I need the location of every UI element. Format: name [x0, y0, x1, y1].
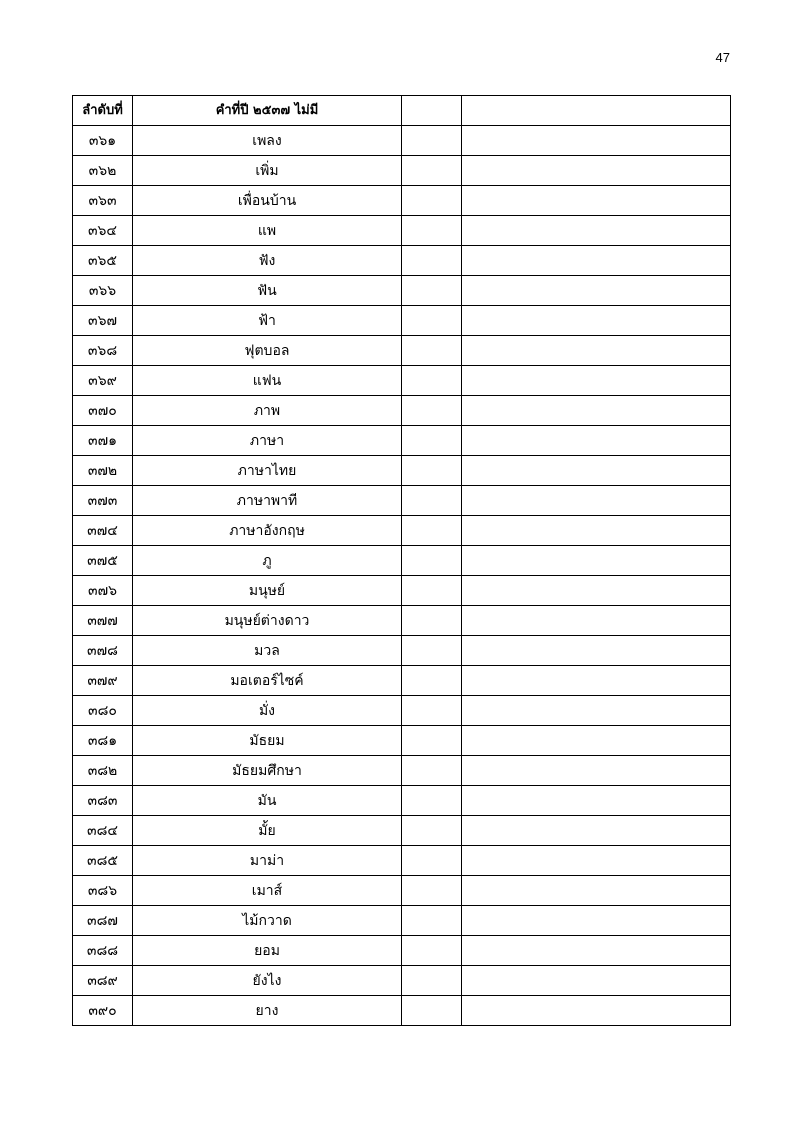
- header-index: ลำดับที่: [73, 96, 133, 126]
- table-row: [73, 666, 731, 696]
- row-word: ไม้กวาด: [133, 906, 402, 936]
- row-blank-1: [402, 216, 462, 246]
- table-row: [73, 936, 731, 966]
- row-blank-2: [462, 336, 731, 366]
- row-index: ๓๖๕: [73, 246, 133, 276]
- row-word: เพื่อนบ้าน: [133, 186, 402, 216]
- table-row: [73, 186, 731, 216]
- row-blank-2: [462, 636, 731, 666]
- row-blank-2: [462, 276, 731, 306]
- table-row: [73, 546, 731, 576]
- table-row: [73, 426, 731, 456]
- row-word: ฟัน: [133, 276, 402, 306]
- row-index: ๓๘๓: [73, 786, 133, 816]
- row-word: ยาง: [133, 996, 402, 1026]
- row-blank-1: [402, 786, 462, 816]
- row-index: ๓๘๐: [73, 696, 133, 726]
- table-row: [73, 696, 731, 726]
- row-index: ๓๗๔: [73, 516, 133, 546]
- header-word: คำที่ปี ๒๕๓๗ ไม่มี: [133, 96, 402, 126]
- table-row: [73, 756, 731, 786]
- row-word: มัน: [133, 786, 402, 816]
- row-word: เพลง: [133, 126, 402, 156]
- row-blank-2: [462, 906, 731, 936]
- row-word: เมาส์: [133, 876, 402, 906]
- row-blank-1: [402, 396, 462, 426]
- row-blank-1: [402, 576, 462, 606]
- row-index: ๓๘๔: [73, 816, 133, 846]
- row-word: มอเตอร์ไซค์: [133, 666, 402, 696]
- row-blank-1: [402, 876, 462, 906]
- row-blank-1: [402, 156, 462, 186]
- row-blank-2: [462, 726, 731, 756]
- row-blank-2: [462, 426, 731, 456]
- row-blank-1: [402, 966, 462, 996]
- row-index: ๓๘๘: [73, 936, 133, 966]
- row-blank-1: [402, 996, 462, 1026]
- row-index: ๓๖๑: [73, 126, 133, 156]
- row-index: ๓๘๑: [73, 726, 133, 756]
- table-row: [73, 996, 731, 1026]
- row-blank-1: [402, 276, 462, 306]
- row-word: ภาพ: [133, 396, 402, 426]
- table-row: [73, 336, 731, 366]
- row-word: แฟน: [133, 366, 402, 396]
- row-blank-1: [402, 696, 462, 726]
- row-word: มั้ย: [133, 816, 402, 846]
- row-index: ๓๗๓: [73, 486, 133, 516]
- row-blank-2: [462, 876, 731, 906]
- table-row: [73, 306, 731, 336]
- row-word: มาม่า: [133, 846, 402, 876]
- row-blank-2: [462, 246, 731, 276]
- row-index: ๓๖๘: [73, 336, 133, 366]
- row-blank-1: [402, 546, 462, 576]
- row-blank-1: [402, 906, 462, 936]
- row-blank-1: [402, 936, 462, 966]
- table-row: [73, 846, 731, 876]
- row-word: มัธยม: [133, 726, 402, 756]
- table-header-row: [73, 96, 731, 126]
- row-word: ฟ้า: [133, 306, 402, 336]
- row-word: มัธยมศึกษา: [133, 756, 402, 786]
- table-row: [73, 486, 731, 516]
- header-blank-2: [462, 96, 731, 126]
- row-word: ภาษาไทย: [133, 456, 402, 486]
- row-blank-2: [462, 126, 731, 156]
- row-index: ๓๘๕: [73, 846, 133, 876]
- row-index: ๓๗๕: [73, 546, 133, 576]
- row-word: มนุษย์ต่างดาว: [133, 606, 402, 636]
- header-blank-1: [402, 96, 462, 126]
- table-row: [73, 966, 731, 996]
- table-row: [73, 156, 731, 186]
- row-word: ยังไง: [133, 966, 402, 996]
- row-word: ฟัง: [133, 246, 402, 276]
- row-blank-2: [462, 996, 731, 1026]
- table-row: [73, 276, 731, 306]
- row-word: ภาษา: [133, 426, 402, 456]
- row-blank-2: [462, 456, 731, 486]
- row-blank-1: [402, 606, 462, 636]
- row-word: มวล: [133, 636, 402, 666]
- table-row: [73, 396, 731, 426]
- table-body: [73, 126, 731, 1026]
- row-index: ๓๖๗: [73, 306, 133, 336]
- table-row: [73, 126, 731, 156]
- table-row: [73, 246, 731, 276]
- row-blank-1: [402, 816, 462, 846]
- row-word: ภาษาพาที: [133, 486, 402, 516]
- row-index: ๓๖๒: [73, 156, 133, 186]
- row-blank-2: [462, 846, 731, 876]
- row-blank-1: [402, 306, 462, 336]
- row-blank-2: [462, 696, 731, 726]
- row-blank-1: [402, 756, 462, 786]
- row-index: ๓๙๐: [73, 996, 133, 1026]
- row-blank-1: [402, 516, 462, 546]
- row-index: ๓๘๙: [73, 966, 133, 996]
- row-index: ๓๘๖: [73, 876, 133, 906]
- row-word: ยอม: [133, 936, 402, 966]
- row-index: ๓๗๒: [73, 456, 133, 486]
- row-blank-2: [462, 666, 731, 696]
- table-row: [73, 516, 731, 546]
- word-table: [72, 95, 731, 1026]
- row-index: ๓๗๐: [73, 396, 133, 426]
- row-blank-1: [402, 666, 462, 696]
- row-index: ๓๘๗: [73, 906, 133, 936]
- row-blank-2: [462, 186, 731, 216]
- row-index: ๓๖๖: [73, 276, 133, 306]
- row-blank-2: [462, 366, 731, 396]
- table-row: [73, 456, 731, 486]
- row-blank-1: [402, 456, 462, 486]
- row-blank-2: [462, 216, 731, 246]
- row-blank-1: [402, 636, 462, 666]
- row-blank-2: [462, 756, 731, 786]
- table-row: [73, 816, 731, 846]
- row-index: ๓๖๓: [73, 186, 133, 216]
- row-blank-1: [402, 126, 462, 156]
- row-word: ภู: [133, 546, 402, 576]
- row-blank-2: [462, 396, 731, 426]
- row-blank-2: [462, 516, 731, 546]
- row-index: ๓๗๖: [73, 576, 133, 606]
- table-row: [73, 876, 731, 906]
- row-word: ภาษาอังกฤษ: [133, 516, 402, 546]
- row-blank-1: [402, 846, 462, 876]
- row-blank-2: [462, 486, 731, 516]
- table-row: [73, 786, 731, 816]
- table-row: [73, 726, 731, 756]
- row-word: เพิ่ม: [133, 156, 402, 186]
- row-blank-1: [402, 426, 462, 456]
- row-index: ๓๗๙: [73, 666, 133, 696]
- row-blank-1: [402, 336, 462, 366]
- row-blank-1: [402, 486, 462, 516]
- row-index: ๓๗๘: [73, 636, 133, 666]
- row-blank-2: [462, 156, 731, 186]
- table-row: [73, 636, 731, 666]
- row-word: มนุษย์: [133, 576, 402, 606]
- table-row: [73, 216, 731, 246]
- row-index: ๓๘๒: [73, 756, 133, 786]
- table-row: [73, 906, 731, 936]
- row-blank-2: [462, 546, 731, 576]
- row-blank-2: [462, 816, 731, 846]
- table-row: [73, 606, 731, 636]
- row-index: ๓๖๔: [73, 216, 133, 246]
- row-blank-2: [462, 576, 731, 606]
- row-index: ๓๖๙: [73, 366, 133, 396]
- row-word: มั่ง: [133, 696, 402, 726]
- row-blank-2: [462, 936, 731, 966]
- row-blank-2: [462, 966, 731, 996]
- page-number: 47: [715, 50, 730, 65]
- row-blank-1: [402, 366, 462, 396]
- table-row: [73, 576, 731, 606]
- row-blank-1: [402, 186, 462, 216]
- row-blank-1: [402, 246, 462, 276]
- table-row: [73, 366, 731, 396]
- row-blank-1: [402, 726, 462, 756]
- row-blank-2: [462, 786, 731, 816]
- row-word: ฟุตบอล: [133, 336, 402, 366]
- row-blank-2: [462, 606, 731, 636]
- row-blank-2: [462, 306, 731, 336]
- row-index: ๓๗๑: [73, 426, 133, 456]
- row-index: ๓๗๗: [73, 606, 133, 636]
- row-word: แพ: [133, 216, 402, 246]
